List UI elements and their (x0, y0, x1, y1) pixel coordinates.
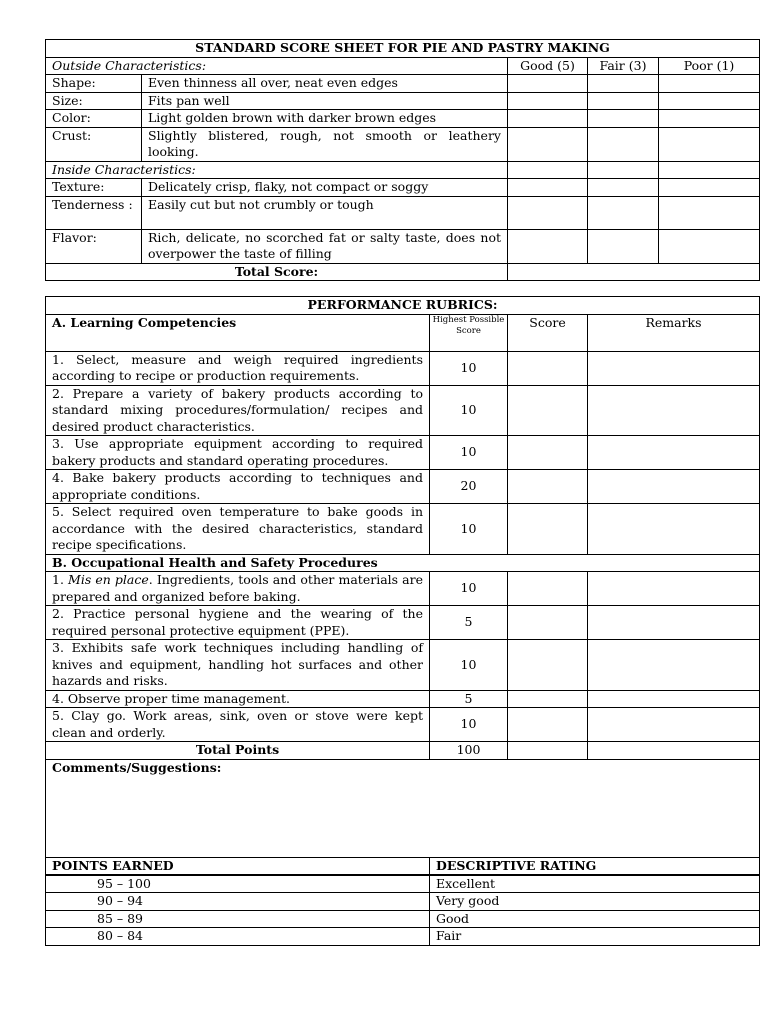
fair-cell[interactable] (588, 75, 659, 93)
remarks-cell[interactable] (588, 572, 760, 606)
table-row (46, 690, 760, 708)
criterion-row (46, 110, 760, 128)
good-cell[interactable] (508, 161, 588, 179)
section-b-heading: B. Occupational Health and Safety Procedures (46, 554, 760, 572)
poor-cell[interactable] (659, 196, 760, 229)
rating-row (46, 893, 760, 911)
ohs-points: 5 (430, 690, 508, 708)
competency-points: 10 (430, 351, 508, 385)
competency-points: 10 (430, 385, 508, 436)
rating-row (46, 910, 760, 928)
competency-points: 20 (430, 470, 508, 504)
col-highest-possible-score: Highest Possible Score (430, 314, 508, 351)
total-score-cell[interactable] (508, 742, 588, 760)
col-descriptive-rating: DESCRIPTIVE RATING (430, 858, 760, 876)
table-row (46, 640, 760, 691)
comments-suggestions[interactable]: Comments/Suggestions: (46, 759, 760, 874)
rating-desc: Good (430, 910, 760, 928)
competency-points: 10 (430, 436, 508, 470)
competency-text: 5. Select required oven temperature to bake goods in accordance with the desired characteristics, standard recipe specifications. (46, 504, 430, 555)
criterion-desc: Slightly blistered, rough, not smooth or leathery looking. (142, 127, 508, 161)
criterion-label: Shape: (46, 75, 142, 93)
col-remarks: Remarks (588, 314, 760, 351)
score-cell[interactable] (508, 690, 588, 708)
table-row (46, 436, 760, 470)
poor-cell[interactable] (659, 161, 760, 179)
criterion-row (46, 127, 760, 161)
fair-cell[interactable] (588, 196, 659, 229)
table-row (46, 572, 760, 606)
table-row (46, 504, 760, 555)
rating-desc: Very good (430, 893, 760, 911)
total-score-label: Total Score: (46, 263, 508, 281)
total-points-value: 100 (430, 742, 508, 760)
score-cell[interactable] (508, 436, 588, 470)
col-poor: Poor (1) (659, 57, 760, 75)
col-score: Score (508, 314, 588, 351)
table-row (46, 385, 760, 436)
score-sheet-table (45, 39, 760, 281)
poor-cell[interactable] (659, 92, 760, 110)
criterion-desc: Easily cut but not crumbly or tough (142, 196, 508, 229)
criterion-label: Texture: (46, 179, 142, 197)
performance-rubrics-table (45, 296, 760, 875)
criterion-row (46, 179, 760, 197)
criterion-row (46, 75, 760, 93)
score-cell[interactable] (508, 640, 588, 691)
fair-cell[interactable] (588, 127, 659, 161)
good-cell[interactable] (508, 179, 588, 197)
fair-cell[interactable] (588, 161, 659, 179)
rating-scale-table (45, 857, 760, 946)
ohs-text: 3. Exhibits safe work techniques including handling of knives and equipment, handling hot surfaces and other hazards and risks. (46, 640, 430, 691)
good-cell[interactable] (508, 127, 588, 161)
good-cell[interactable] (508, 229, 588, 263)
score-cell[interactable] (508, 351, 588, 385)
criterion-label: Size: (46, 92, 142, 110)
score-cell[interactable] (508, 504, 588, 555)
ohs-points: 10 (430, 572, 508, 606)
rating-row (46, 928, 760, 946)
rating-points: 85 – 89 (46, 910, 430, 928)
criterion-desc: Rich, delicate, no scorched fat or salty taste, does not overpower the taste of filling (142, 229, 508, 263)
total-score-cell[interactable] (508, 263, 760, 281)
score-cell[interactable] (508, 572, 588, 606)
score-cell[interactable] (508, 470, 588, 504)
remarks-cell[interactable] (588, 385, 760, 436)
poor-cell[interactable] (659, 110, 760, 128)
fair-cell[interactable] (588, 229, 659, 263)
score-sheet-title: STANDARD SCORE SHEET FOR PIE AND PASTRY MAKING (46, 40, 760, 58)
total-remarks-cell[interactable] (588, 742, 760, 760)
poor-cell[interactable] (659, 179, 760, 197)
good-cell[interactable] (508, 92, 588, 110)
criterion-row (46, 92, 760, 110)
outside-characteristics-label: Outside Characteristics: (46, 57, 508, 75)
poor-cell[interactable] (659, 229, 760, 263)
criterion-desc: Light golden brown with darker brown edges (142, 110, 508, 128)
ohs-points: 10 (430, 708, 508, 742)
inside-characteristics-label: Inside Characteristics: (46, 161, 508, 179)
remarks-cell[interactable] (588, 640, 760, 691)
remarks-cell[interactable] (588, 690, 760, 708)
good-cell[interactable] (508, 196, 588, 229)
rubrics-title: PERFORMANCE RUBRICS: (46, 297, 760, 315)
score-cell[interactable] (508, 385, 588, 436)
good-cell[interactable] (508, 75, 588, 93)
ohs-text: 2. Practice personal hygiene and the wearing of the required personal protective equipment (PPE). (46, 606, 430, 640)
poor-cell[interactable] (659, 127, 760, 161)
remarks-cell[interactable] (588, 504, 760, 555)
criterion-desc: Delicately crisp, flaky, not compact or soggy (142, 179, 508, 197)
competency-text: 2. Prepare a variety of bakery products according to standard mixing procedures/formulation/ recipes and desired product characteristics. (46, 385, 430, 436)
col-good: Good (5) (508, 57, 588, 75)
criterion-label: Flavor: (46, 229, 142, 263)
remarks-cell[interactable] (588, 606, 760, 640)
fair-cell[interactable] (588, 92, 659, 110)
rating-points: 90 – 94 (46, 893, 430, 911)
criterion-row (46, 229, 760, 263)
ohs-number: 1. (52, 572, 69, 587)
ohs-points: 10 (430, 640, 508, 691)
table-row (46, 470, 760, 504)
criterion-desc: Even thinness all over, neat even edges (142, 75, 508, 93)
criterion-label: Color: (46, 110, 142, 128)
criterion-label: Crust: (46, 127, 142, 161)
total-points-label: Total Points (46, 742, 430, 760)
rating-points: 80 – 84 (46, 928, 430, 946)
poor-cell[interactable] (659, 75, 760, 93)
score-cell[interactable] (508, 708, 588, 742)
rating-row (46, 875, 760, 893)
fair-cell[interactable] (588, 110, 659, 128)
criterion-desc: Fits pan well (142, 92, 508, 110)
criterion-label: Tenderness : (46, 196, 142, 229)
remarks-cell[interactable] (588, 351, 760, 385)
ohs-emphasis: Mis en place (68, 572, 149, 587)
remarks-cell[interactable] (588, 436, 760, 470)
competency-points: 10 (430, 504, 508, 555)
table-row (46, 606, 760, 640)
ohs-points: 5 (430, 606, 508, 640)
competency-text: 4. Bake bakery products according to techniques and appropriate conditions. (46, 470, 430, 504)
rating-points: 95 – 100 (46, 875, 430, 893)
col-fair: Fair (3) (588, 57, 659, 75)
ohs-text: 5. Clay go. Work areas, sink, oven or stove were kept clean and orderly. (46, 708, 430, 742)
table-row (46, 351, 760, 385)
competency-text: 3. Use appropriate equipment according to required bakery products and standard operating procedures. (46, 436, 430, 470)
ohs-rest: . Ingredients, tools and other materials are prepared and organized before baking. (52, 572, 423, 604)
good-cell[interactable] (508, 110, 588, 128)
criterion-row (46, 196, 760, 229)
ohs-text: 4. Observe proper time management. (46, 690, 430, 708)
remarks-cell[interactable] (588, 708, 760, 742)
competency-text: 1. Select, measure and weigh required ingredients according to recipe or production requirements. (46, 351, 430, 385)
ohs-text (46, 572, 430, 606)
col-points-earned: POINTS EARNED (46, 858, 430, 876)
section-a-heading: A. Learning Competencies (46, 314, 430, 351)
fair-cell[interactable] (588, 179, 659, 197)
table-row (46, 708, 760, 742)
rating-desc: Fair (430, 928, 760, 946)
remarks-cell[interactable] (588, 470, 760, 504)
rating-desc: Excellent (430, 875, 760, 893)
score-cell[interactable] (508, 606, 588, 640)
